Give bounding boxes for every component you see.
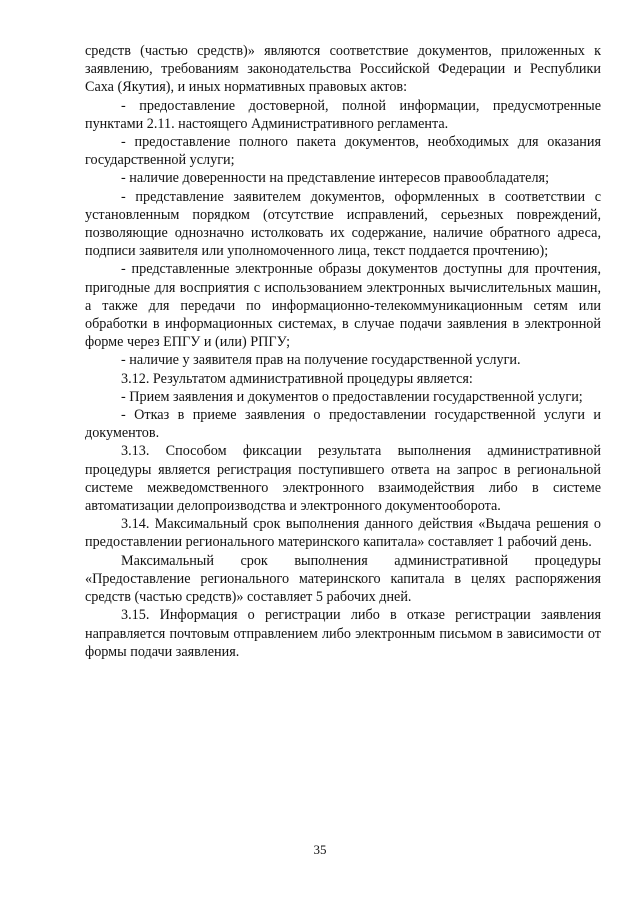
list-item: - предоставление полного пакета документов, необходимых для оказания государственной услуги; — [85, 134, 601, 169]
page-number: 35 — [313, 842, 327, 857]
section-3-13-paragraph: 3.13. Способом фиксации результата выполнения административной процедуры является регистрация поступившего ответа на запрос в региональной системе межведомственного электронного взаимодействия либо в системе автоматизации делопроизводства и электронного документооборота. — [85, 443, 601, 515]
list-item: - Отказ в приеме заявления о предоставлении государственной услуги и документов. — [85, 407, 601, 442]
list-item: - предоставление достоверной, полной информации, предусмотренные пунктами 2.11. настоящего Административного регламента. — [85, 97, 601, 132]
section-3-15-paragraph: 3.15. Информация о регистрации либо в отказе регистрации заявления направляется почтовым отправлением либо электронным письмом в зависимости от формы подачи заявления. — [85, 607, 601, 660]
list-item: - представление заявителем документов, оформленных в соответствии с установленным порядком (отсутствие исправлений, серьезных повреждений, позволяющие однозначно истолковать их содержание, наличие обратного адреса, подписи заявителя или уполномоченного лица, текст поддается прочтению); — [85, 188, 601, 260]
section-3-12-heading: 3.12. Результатом административной процедуры является: — [121, 370, 473, 387]
list-item: - наличие у заявителя прав на получение государственной услуги. — [121, 352, 521, 369]
list-item: - наличие доверенности на представление интересов правообладателя; — [121, 170, 550, 187]
document-body — [85, 42, 601, 661]
section-3-14-paragraph: 3.14. Максимальный срок выполнения данного действия «Выдача решения о предоставлении регионального материнского капитала» составляет 1 рабочий день. — [85, 516, 601, 551]
paragraph: средств (частью средств)» являются соответствие документов, приложенных к заявлению, требованиям законодательства Российской Федерации и Республики Саха (Якутия), и иных нормативных правовых актов: — [85, 43, 601, 96]
paragraph: Максимальный срок выполнения административной процедуры «Предоставление регионального материнского капитала в целях распоряжения средств (частью средств)» составляет 5 рабочих дней. — [85, 552, 601, 606]
list-item: - представленные электронные образы документов доступны для прочтения, пригодные для восприятия с использованием электронных вычислительных машин, а также для передачи по информационно-телекоммуникационным сетям или обработки в информационных системах, в случае подачи заявления в электронной форме через ЕПГУ и (или) РПГУ; — [85, 261, 601, 351]
list-item: - Прием заявления и документов о предоставлении государственной услуги; — [121, 388, 583, 405]
